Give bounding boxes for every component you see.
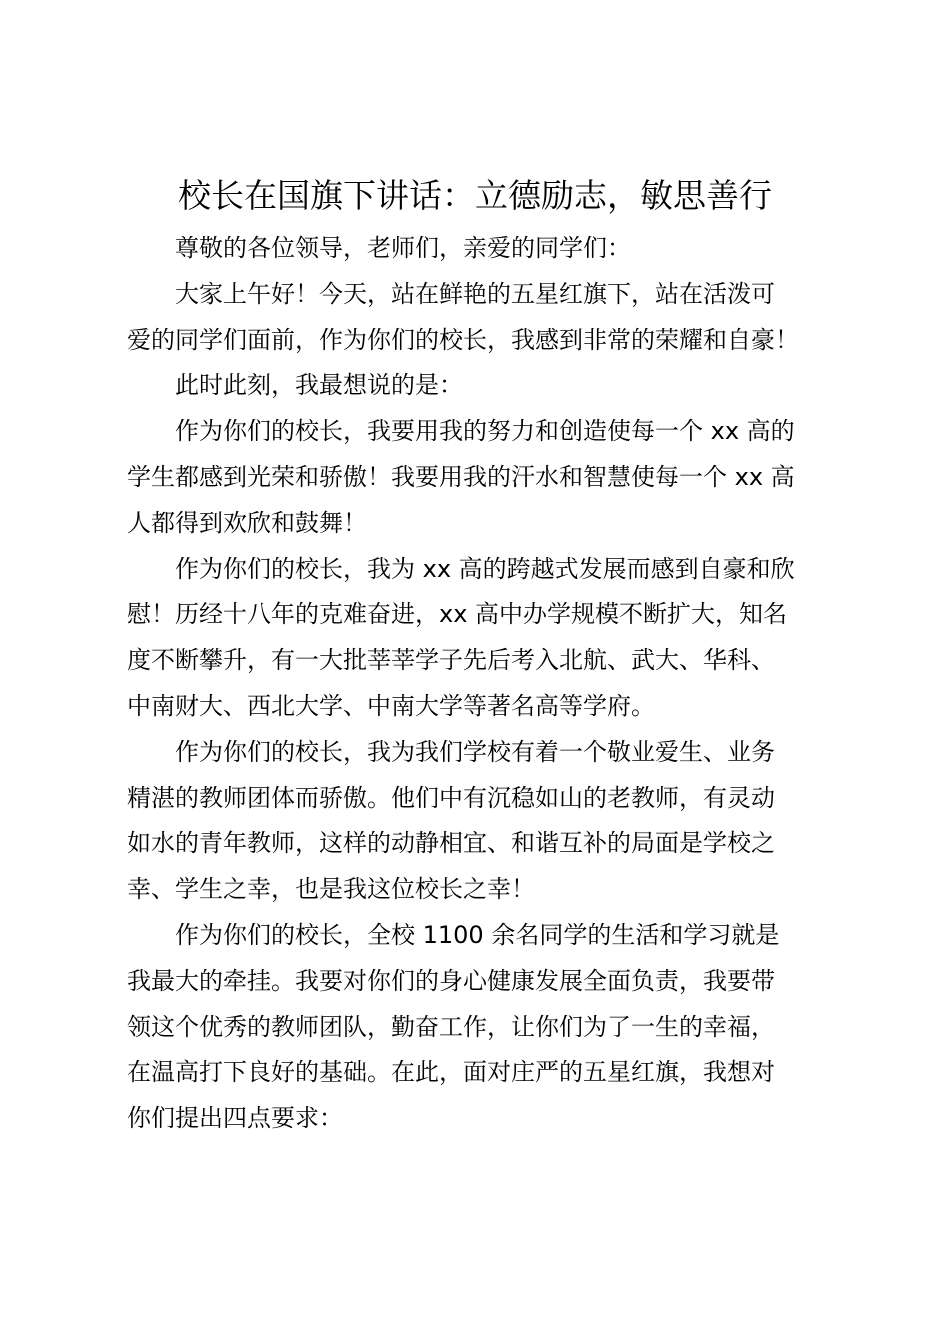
document-title: 校长在国旗下讲话：立德励志，敏思善行 xyxy=(178,176,772,215)
paragraph-greeting: 尊敬的各位领导，老师们，亲爱的同学们： xyxy=(175,234,631,262)
paragraph-teachers: 作为你们的校长，我为我们学校有着一个敬业爱生、业务 精湛的教师团体而骄傲。他们中有沉稳如山的老教师，有灵动 如水的青年教师，这样的动静相宜、和谐互补的局面是学校之 幸、学生之幸，也是我这位校长之幸！ xyxy=(127,737,775,904)
paragraph-pledge: 作为你们的校长，我要用我的努力和创造使每一个 xx 高的 学生都感到光荣和骄傲！我要用我的汗水和智慧使每一个 xx 高 人都得到欢欣和鼓舞！ xyxy=(127,417,795,537)
document-body xyxy=(127,226,833,1142)
paragraph-opening: 大家上午好！今天，站在鲜艳的五星红旗下，站在活泼可 爱的同学们面前，作为你们的校长，我感到非常的荣耀和自豪！ xyxy=(127,279,799,354)
paragraph-transition: 此时此刻，我最想说的是： xyxy=(175,371,463,400)
paragraph-students: 作为你们的校长，全校 1100 余名同学的生活和学习就是 我最大的牵挂。我要对你们的身心健康发展全面负责，我要带 领这个优秀的教师团队，勤奋工作，让你们为了一生的幸福， 在温高打下良好的基础。在此，面对庄严的五星红旗，我想对 你们提出四点要求： xyxy=(127,920,780,1133)
paragraph-school-development: 作为你们的校长，我为 xx 高的跨越式发展而感到自豪和欣 慰！历经十八年的克难奋进，xx 高中办学规模不断扩大，知名 度不断攀升，有一大批莘莘学子先后考入北航、武大、华科、 中南财大、西北大学、中南大学等著名高等学府。 xyxy=(127,554,795,720)
